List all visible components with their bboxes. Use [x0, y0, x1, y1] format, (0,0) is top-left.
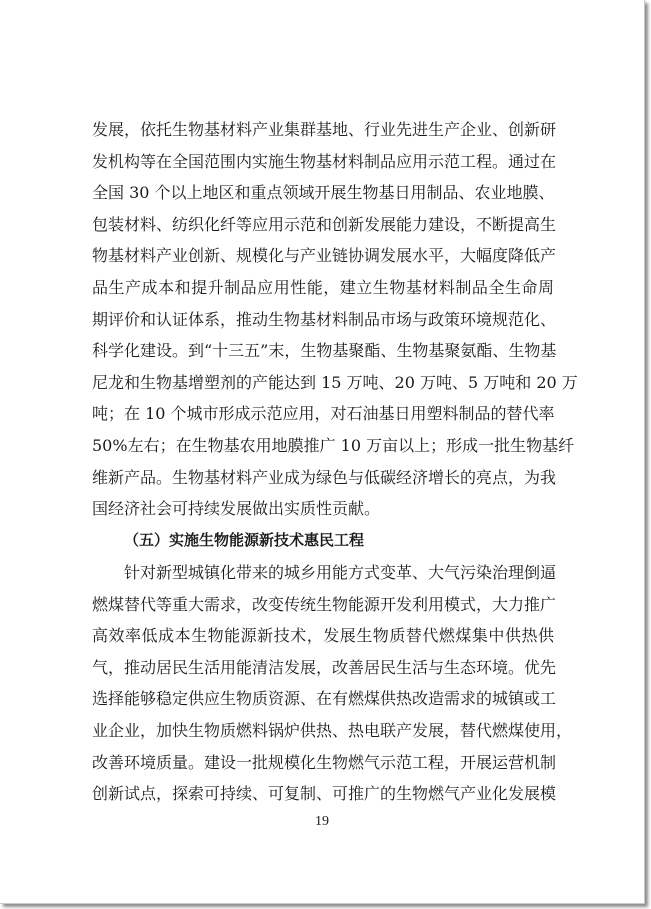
- text-line: 创新试点，探索可持续、可复制、可推广的生物燃气产业化发展模: [92, 784, 557, 804]
- text-line: 吨；在 10 个城市形成示范应用，对石油基日用塑料制品的替代率: [92, 404, 555, 424]
- text-line: 科学化建设。到“十三五”末，生物基聚酯、生物基聚氨酯、生物基: [92, 341, 557, 361]
- text-line: 改善环境质量。建设一批规模化生物燃气示范工程，开展运营机制: [92, 752, 557, 772]
- text-line: 气，推动居民生活用能清洁发展，改善居民生活与生态环境。优先: [92, 657, 557, 677]
- text-line: 发机构等在全国范围内实施生物基材料制品应用示范工程。通过在: [92, 151, 557, 171]
- text-line: 维新产品。生物基材料产业成为绿色与低碳经济增长的亮点，为我: [92, 467, 557, 487]
- text-line: 高效率低成本生物能源新技术，发展生物质替代燃煤集中供热供: [92, 626, 554, 646]
- text-line: 发展，依托生物基材料产业集群基地、行业先进生产企业、创新研: [92, 120, 557, 139]
- paragraph-2: [92, 557, 573, 810]
- text-line: 包装材料、纺织化纤等应用示范和创新发展能力建设，不断提高生: [92, 214, 557, 234]
- text-line: 业企业，加快生物质燃料锅炉供热、热电联产发展，替代燃煤使用，: [92, 720, 573, 740]
- text-line: 国经济社会可持续发展做出实质性贡献。: [92, 499, 381, 519]
- text-line: 选择能够稳定供应生物质资源、在有燃煤供热改造需求的城镇或工: [92, 689, 557, 709]
- text-line: 品生产成本和提升制品应用性能，建立生物基材料制品全生命周: [92, 277, 554, 297]
- section-heading: （五）实施生物能源新技术惠民工程: [124, 531, 365, 549]
- text-line: 尼龙和生物基增塑剂的产能达到 15 万吨、20 万吨、5 万吨和 20 万: [92, 372, 578, 392]
- text-line: 全国 30 个以上地区和重点领域开展生物基日用制品、农业地膜、: [92, 183, 555, 203]
- text-line: 物基材料产业创新、规模化与产业链协调发展水平，大幅度降低产: [92, 246, 557, 266]
- paragraph-1: [92, 114, 578, 525]
- page-number: 19: [315, 814, 329, 829]
- text-line: 期评价和认证体系，推动生物基材料制品市场与政策环境规范化、: [92, 309, 557, 329]
- text-line: 燃煤替代等重大需求，改变传统生物能源开发利用模式，大力推广: [92, 594, 557, 614]
- text-line: 50%左右；在生物基农用地膜推广 10 万亩以上；形成一批生物基纤: [92, 435, 575, 455]
- text-line: 针对新型城镇化带来的城乡用能方式变革、大气污染治理倒逼: [124, 563, 557, 582]
